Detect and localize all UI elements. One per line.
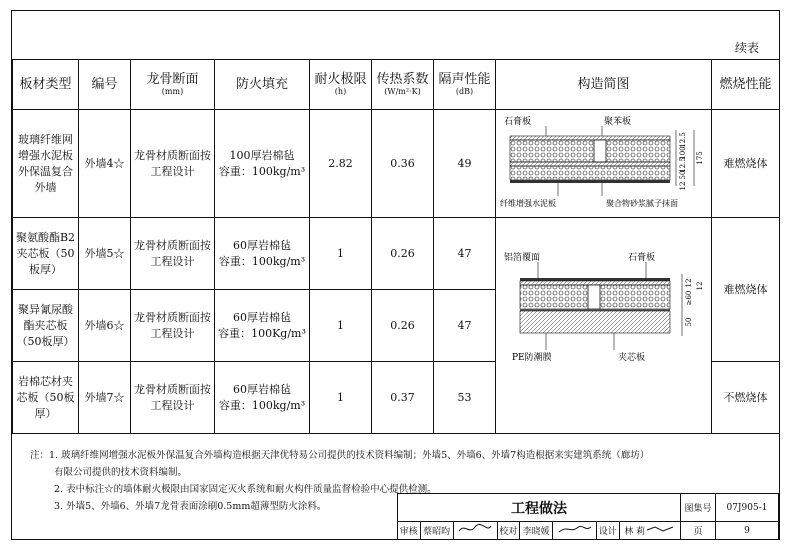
cell-code: 外墙5☆: [79, 218, 131, 290]
foil-layer: [520, 278, 670, 281]
cell-sound: 47: [434, 290, 496, 362]
cell-type: 聚氨酸酯B2 夹芯板（50板厚）: [13, 218, 79, 290]
gypsum-layer: [520, 281, 670, 285]
diagram-cell-2: [496, 218, 712, 434]
check-label: 校对: [497, 522, 520, 540]
check-signature: [553, 522, 597, 540]
label-cement-board: 纤维增强水泥板: [500, 199, 556, 208]
section-diagram-1: [498, 110, 712, 212]
cell-keel: 龙骨材质断面按工程设计: [131, 362, 215, 434]
cell-sound: 53: [434, 362, 496, 434]
page-number: 9: [716, 522, 779, 540]
cell-fire: 1: [310, 290, 372, 362]
note-line: 有限公司提供的技术资料编制。: [54, 467, 188, 478]
cell-keel: 龙骨材质断面按工程设计: [131, 218, 215, 290]
cell-type: 玻璃纤维网增强水泥板外保温复合外墙: [13, 110, 79, 218]
header-burn: 燃烧性能: [712, 60, 780, 110]
header-fire: 耐火极限 (h): [310, 60, 372, 110]
cell-type: 聚异氰尿酸酯夹芯板（50板厚）: [13, 290, 79, 362]
label-pe-membrane: PE防潮膜: [512, 353, 552, 363]
cell-burn: 难燃烧体: [712, 110, 780, 218]
cell-fire: 1: [310, 218, 372, 290]
cell-fill: 60厚岩棉毡 容重：100kg/m³: [215, 218, 310, 290]
table-row: [13, 110, 780, 218]
cell-keel: 龙骨材质断面按工程设计: [131, 290, 215, 362]
header-fill: 防火填充: [215, 60, 310, 110]
label-polymer-mortar: 聚合物砂浆腻子抹面: [606, 199, 678, 208]
dim-text: 100: [679, 146, 687, 160]
cell-type: 岩棉芯材夹芯板（50板厚）: [13, 362, 79, 434]
header-code: 编号: [79, 60, 131, 110]
header-type: 板材类型: [13, 60, 79, 110]
header-sound: 隔声性能 (dB): [434, 60, 496, 110]
dim-text: 50: [685, 317, 693, 327]
review-signature: [453, 522, 497, 540]
cell-code: 外墙7☆: [79, 362, 131, 434]
cell-keel: 龙骨材质断面按工程设计: [131, 110, 215, 218]
label-sandwich-panel: 夹芯板: [618, 353, 646, 363]
drawing-sheet: [11, 10, 780, 540]
label-eps-board: 聚苯板: [604, 117, 632, 127]
gypsum-layer: [510, 136, 670, 140]
cell-fire: 2.82: [310, 110, 372, 218]
diagram-cell-1: [496, 110, 712, 218]
keel-section: [594, 140, 606, 162]
design-label: 设计: [597, 522, 620, 540]
keel-section: [588, 285, 600, 309]
cell-fill: 100厚岩棉毡 容重：100kg/m³: [215, 110, 310, 218]
note-line: 2. 表中标注☆的墙体耐火极限由国家固定灭火系统和耐火构件质量监督检验中心提供检测。: [54, 484, 437, 495]
note-line: 3. 外墙5、外墙6、外墙7龙骨表面涂刷0.5mm超薄型防火涂料。: [54, 501, 327, 512]
reviewer-name: 蔡昭昀: [420, 522, 453, 540]
cell-code: 外墙4☆: [79, 110, 131, 218]
label-foil-facing: 铝箔覆面: [504, 253, 541, 263]
cell-burn: 难燃烧体: [712, 218, 780, 362]
checker-name: 李晓媛: [520, 522, 553, 540]
cell-fill: 60厚岩棉毡 容重：100kg/m³: [215, 362, 310, 434]
dim-text: 50: [679, 170, 687, 180]
note-line: 注：1. 玻璃纤维网增强水泥板外保温复合外墙构造根据天津优特易公司提供的技术资料编制；外墙5、外墙6、外墙7构造根据来实建筑系统（廊坊）: [30, 450, 650, 461]
dim-text: 12: [679, 181, 687, 191]
header-heat: 传热系数 (W/m²·K): [372, 60, 434, 110]
dim-text: 12.5: [679, 132, 687, 148]
dim-text: 12: [685, 278, 693, 288]
cell-heat: 0.26: [372, 218, 434, 290]
cell-code: 外墙6☆: [79, 290, 131, 362]
cell-sound: 47: [434, 218, 496, 290]
cell-heat: 0.37: [372, 362, 434, 434]
cell-heat: 0.26: [372, 290, 434, 362]
label-gypsum-board: 石膏板: [504, 117, 532, 127]
table-row: [13, 218, 780, 290]
header-diagram: 构造简图: [496, 60, 712, 110]
title-block: [397, 493, 779, 540]
atlas-label: 图集号: [681, 494, 716, 522]
dim-text: 12.5: [679, 157, 687, 173]
render-layer: [510, 180, 670, 183]
cell-fire: 1: [310, 362, 372, 434]
dim-text: 175: [696, 151, 704, 165]
board-layer: [510, 162, 670, 166]
cell-fill: 60厚岩棉毡 容重：100Kg/m³: [215, 290, 310, 362]
page-label: 页: [681, 522, 716, 540]
designer-name: 林 莉: [619, 522, 680, 540]
cell-sound: 49: [434, 110, 496, 218]
cell-heat: 0.36: [372, 110, 434, 218]
dim-text: ≥60: [685, 290, 693, 306]
dim-text: 12: [696, 281, 704, 291]
insulation-layer: [510, 140, 670, 162]
cell-burn: 不燃烧体: [712, 362, 780, 434]
section-diagram-2: [498, 218, 712, 428]
continued-label: 续表: [734, 41, 759, 55]
header-row: [13, 60, 780, 110]
spec-table: [12, 59, 780, 434]
sandwich-panel: [520, 311, 670, 333]
atlas-number: 07J905-1: [716, 494, 779, 522]
label-gypsum-board: 石膏板: [628, 253, 656, 263]
drawing-title: 工程做法: [398, 494, 681, 522]
eps-layer: [510, 166, 670, 180]
header-keel: 龙骨断面 (mm): [131, 60, 215, 110]
review-label: 审核: [398, 522, 421, 540]
